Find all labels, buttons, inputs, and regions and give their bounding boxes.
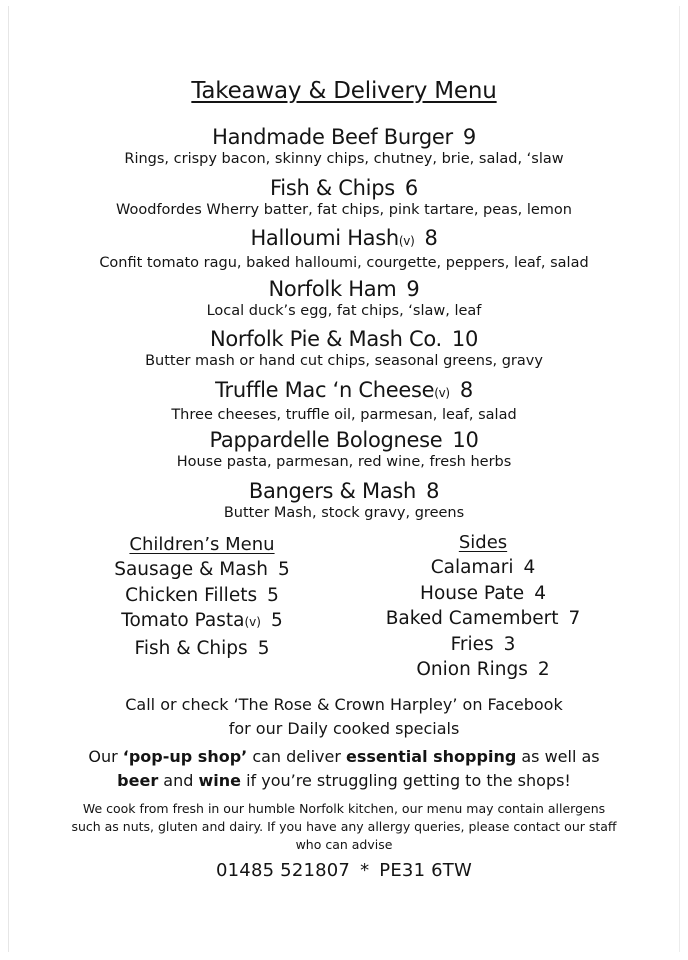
list-item [102, 608, 302, 636]
item-name: Norfolk Ham [268, 277, 397, 301]
item-name: Handmade Beef Burger [212, 125, 453, 149]
child-item-price: 5 [267, 584, 279, 606]
item-name: Norfolk Pie & Mash Co. [209, 327, 442, 351]
popup-text: Our [88, 747, 123, 766]
list-item [378, 657, 588, 683]
item-price: 9 [406, 277, 420, 301]
list-item [378, 581, 588, 607]
call-line-2: for our Daily cooked specials [228, 719, 460, 738]
postcode: PE31 6TW [379, 860, 472, 881]
veg-marker: (v) [244, 615, 261, 629]
menu-item [0, 276, 688, 320]
side-item-price: 4 [534, 582, 546, 604]
side-item-name: Baked Camembert [385, 608, 559, 629]
popup-text: can deliver [247, 747, 347, 766]
essential-shopping-label: essential shopping [346, 747, 517, 766]
item-price: 6 [404, 176, 418, 200]
allergy-notice: We cook from fresh in our humble Norfolk kitchen, our menu may contain allergens such as nuts, gluten and dairy. If you have any allergy queries, please contact our staff who can advise [71, 801, 617, 852]
menu-item [0, 124, 688, 168]
item-name: Bangers & Mash [248, 479, 417, 503]
childrens-menu-heading: Children’s Menu [129, 534, 275, 555]
child-item-name: Fish & Chips [134, 637, 248, 659]
menu-title: Takeaway & Delivery Menu [191, 78, 497, 104]
beer-label: beer [117, 771, 159, 790]
list-item [102, 636, 302, 662]
menu-item [0, 175, 688, 219]
veg-marker: (v) [398, 234, 415, 248]
popup-shop-label: ‘pop-up shop’ [122, 747, 248, 766]
menu-item [0, 225, 688, 272]
childrens-menu [102, 534, 302, 661]
child-item-name: Sausage & Mash [114, 559, 268, 580]
side-item-price: 4 [523, 557, 536, 578]
side-item-price: 7 [568, 608, 581, 629]
separator: * [360, 860, 370, 881]
facebook-specials-note [0, 693, 688, 741]
list-item [378, 632, 588, 658]
call-line-1: Call or check ‘The Rose & Crown Harpley’ on Facebook [125, 695, 563, 714]
side-item-name: Calamari [430, 557, 514, 578]
side-item-name: Onion Rings [416, 659, 528, 680]
item-description: Three cheeses, truffle oil, parmesan, leaf, salad [171, 407, 517, 423]
sides-menu [378, 532, 588, 683]
menu-item [0, 377, 688, 424]
item-price: 10 [452, 428, 479, 452]
item-name: Pappardelle Bolognese [209, 428, 443, 452]
item-name: Fish & Chips [270, 176, 395, 200]
side-item-name: House Pate [420, 582, 525, 604]
contact-line [0, 860, 688, 881]
item-price: 8 [459, 378, 473, 402]
child-item-price: 5 [277, 559, 290, 580]
item-description: Confit tomato ragu, baked halloumi, courgette, peppers, leaf, salad [99, 255, 589, 271]
item-name: Truffle Mac ‘n Cheese [215, 378, 435, 402]
popup-shop-note [0, 745, 688, 793]
child-item-price: 5 [270, 610, 283, 631]
phone-number: 01485 521807 [215, 860, 351, 881]
list-item [102, 583, 302, 609]
popup-text: and [158, 771, 199, 790]
side-item-price: 3 [503, 633, 516, 655]
item-price: 8 [424, 226, 438, 250]
menu-item [0, 326, 688, 370]
popup-text: if you’re struggling getting to the shops! [241, 771, 571, 790]
item-name: Halloumi Hash [250, 226, 399, 250]
side-item-price: 2 [537, 659, 550, 680]
list-item [102, 557, 302, 583]
list-item [378, 555, 588, 581]
item-description: Rings, crispy bacon, skinny chips, chutney, brie, salad, ‘slaw [124, 151, 564, 167]
wine-label: wine [198, 771, 241, 790]
child-item-price: 5 [257, 637, 270, 659]
menu-item [0, 478, 688, 522]
child-item-name: Tomato Pasta [121, 610, 245, 631]
item-price: 8 [426, 479, 440, 503]
veg-marker: (v) [434, 386, 450, 400]
item-price: 10 [451, 327, 479, 351]
sides-heading: Sides [458, 532, 508, 553]
side-item-name: Fries [450, 633, 494, 655]
item-description: Butter mash or hand cut chips, seasonal greens, gravy [145, 353, 543, 369]
menu-item [0, 427, 688, 471]
item-description: Butter Mash, stock gravy, greens [223, 505, 465, 521]
popup-text: as well as [516, 747, 600, 766]
item-description: House pasta, parmesan, red wine, fresh herbs [176, 454, 512, 470]
child-item-name: Chicken Fillets [125, 584, 258, 606]
item-price: 9 [462, 125, 476, 149]
list-item [378, 606, 588, 632]
item-description: Local duck’s egg, fat chips, ‘slaw, leaf [206, 303, 482, 319]
item-description: Woodfordes Wherry batter, fat chips, pink tartare, peas, lemon [116, 202, 572, 218]
